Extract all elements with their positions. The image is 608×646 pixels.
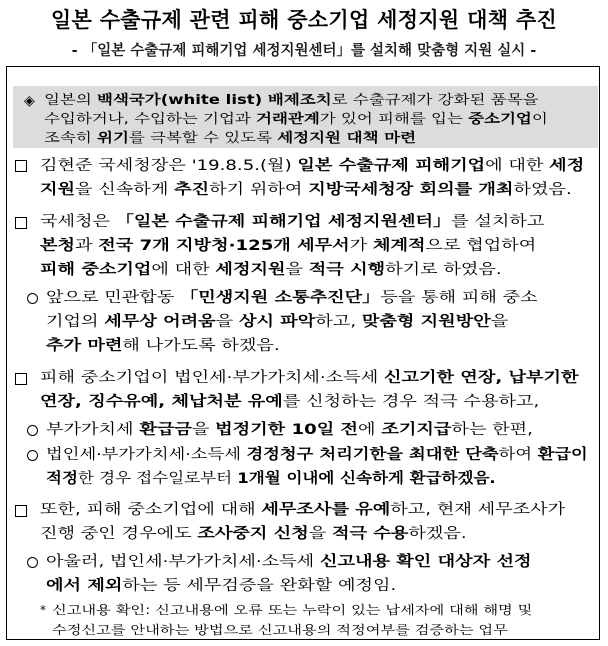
text-run: 수정신고를 안내하는 방법으로 신고내용의 적정여부를 검증하는 업무 [52,623,508,637]
text-run: 을 신속하게 [75,182,175,198]
text-run: 하는 등 세무검증을 완화할 예정임. [122,578,397,594]
paragraph-line [40,261,502,279]
text-run: 에 [358,422,382,438]
paragraph-line [46,313,508,331]
emphasis-text: 지원 [40,182,76,198]
circle-bullet-icon [27,425,38,436]
emphasis-text: 추진 [174,182,210,198]
text-run: 하여 [498,447,538,463]
emphasis-text: 세정지원 대책 마련 [277,131,417,146]
emphasis-text: 피해 중소기업 [40,262,152,278]
text-run: 해 나가도록 하겠음. [122,338,280,354]
text-run: 를 극복할 수 있도록 [128,131,278,146]
text-run: 을 [215,314,239,330]
document-subtitle: - 「일본 수출규제 피해기업 세정지원센터」를 설치해 맞춤형 지원 실시 - [71,43,537,59]
paragraph-line [40,213,544,231]
emphasis-text: 환급금 [139,422,192,438]
summary-line [44,92,538,110]
text-run: 등을 통해 피해 중소 [380,290,538,306]
emphasis-text: 세정 [549,158,585,174]
paragraph-line [46,446,588,464]
emphasis-text: 적정 [46,471,78,487]
text-run: 국세청은 [40,214,116,230]
paragraph-line [40,393,539,411]
text-run: 수입하거나, 수입하는 기업과 [44,112,257,127]
emphasis-text: 전국 7개 지방청·125개 세무서 [98,238,350,254]
emphasis-text: 신고내용 확인 대상자 선정 [319,554,532,570]
text-run: 에 대한 [485,158,550,174]
text-run: 하고, 현재 세무조사가 [390,502,566,518]
emphasis-text: 조사중지 신청 [197,526,309,542]
summary-line [44,111,548,129]
text-run: 아울러, 법인세·부가가치세·소득세 [46,554,320,570]
text-run: 을 [490,314,509,330]
text-run: 을 [191,422,216,438]
paragraph-line [46,553,531,571]
text-run: 조속히 [44,131,98,146]
text-run: 일본의 [44,93,98,108]
text-run: 하겠음. [408,526,467,542]
text-run: 으로 협업하여 [425,238,537,254]
text-run: 하고, [315,314,362,330]
text-run: 한 경우 접수일로부터 [77,471,238,487]
text-run: 피해 중소기업이 법인세·부가가치세·소득세 [40,370,384,386]
circle-bullet-icon [27,450,38,461]
emphasis-text: 추가 마련 [46,338,123,354]
paragraph-line [46,470,496,488]
paragraph-line [40,501,565,519]
text-run: 를 설치하고 [451,214,545,230]
text-run: 법인세·부가가치세·소득세 [46,447,247,463]
emphasis-text: 신고기한 연장, 납부기한 [383,370,579,386]
text-run: 이 [531,112,548,127]
square-bullet-icon [15,373,27,385]
emphasis-text: 적극 시행 [308,262,386,278]
emphasis-text: 조기지급 [381,422,452,438]
text-run: 을 [308,526,333,542]
emphasis-text: 1개월 이내에 신속하게 환급하겠음. [237,471,496,487]
emphasis-text: 거래관계 [256,112,320,127]
emphasis-text: 백색국가(white list) 배제조치 [97,93,332,108]
emphasis-text: 적극 수용 [332,526,409,542]
square-bullet-icon [15,217,27,229]
emphasis-text: 중소기업 [468,112,532,127]
text-run: 하기 위하여 [209,182,309,198]
text-run: 진행 중인 경우에도 [40,526,198,542]
emphasis-text: 체계적 [372,238,426,254]
footnote-line [52,601,532,619]
asterisk-note-icon: * [40,603,46,617]
text-run: 에 대한 [151,262,216,278]
emphasis-text: 지방국세청장 회의를 개최 [308,182,514,198]
paragraph-line [46,337,280,355]
paragraph-line [46,289,538,307]
text-run: 부가가치세 [46,422,140,438]
footnote-line [52,621,508,639]
text-run: 앞으로 민관합동 [46,290,181,306]
paragraph-line [40,369,579,387]
text-run: 하는 한편, [451,422,533,438]
circle-bullet-icon [27,557,38,568]
emphasis-text: 위기 [97,131,129,146]
text-run: 가 있어 피해를 입는 [319,112,469,127]
text-run: 신고내용 확인: 신고내용에 오류 또는 누락이 있는 납세자에 대해 해명 및 [52,603,533,617]
text-run: 하였음. [513,182,572,198]
paragraph-line [46,421,533,439]
diamond-bullet-icon: ◈ [24,93,35,109]
text-run: 가 [349,238,373,254]
square-bullet-icon [15,160,27,172]
text-run: 하기로 하였음. [385,262,502,278]
emphasis-text: 연장, 징수유예, 체납처분 유예 [40,394,283,410]
summary-line [44,130,416,148]
emphasis-text: 세무상 어려움 [104,314,216,330]
emphasis-text: 「민생지원 소통추진단」 [180,290,381,306]
emphasis-text: 맞춤형 지원방안 [361,314,491,330]
text-run: 을 [285,262,309,278]
text-run: 또한, 피해 중소기업에 대해 [40,502,262,518]
emphasis-text: 세무조사를 유예 [261,502,391,518]
square-bullet-icon [15,505,27,517]
paragraph-line [40,237,536,255]
emphasis-text: 세정지원 [215,262,286,278]
paragraph-line [46,577,396,595]
text-run: 기업의 [46,314,105,330]
emphasis-text: 일본 수출규제 피해기업 [297,158,486,174]
emphasis-text: 에서 제외 [46,578,123,594]
text-run: 를 신청하는 경우 적극 수용하고, [282,394,540,410]
emphasis-text: 「일본 수출규제 피해기업 세정지원센터」 [115,214,452,230]
text-run: 김현준 국세청장은 '19.8.5.(월) [40,158,298,174]
paragraph-line [40,181,572,199]
document-title: 일본 수출규제 관련 피해 중소기업 세정지원 대책 추진 [50,8,558,32]
paragraph-line [40,157,584,175]
text-run: 과 [75,238,99,254]
emphasis-text: 경정청구 처리기한을 최대한 단축 [246,447,499,463]
paragraph-line [40,525,467,543]
emphasis-text: 본청 [40,238,76,254]
emphasis-text: 상시 파악 [238,314,316,330]
text-run: 로 수출규제가 강화된 품목을 [331,93,539,108]
circle-bullet-icon [27,293,38,304]
emphasis-text: 환급이 [537,447,588,463]
emphasis-text: 법정기한 10일 전 [215,422,359,438]
